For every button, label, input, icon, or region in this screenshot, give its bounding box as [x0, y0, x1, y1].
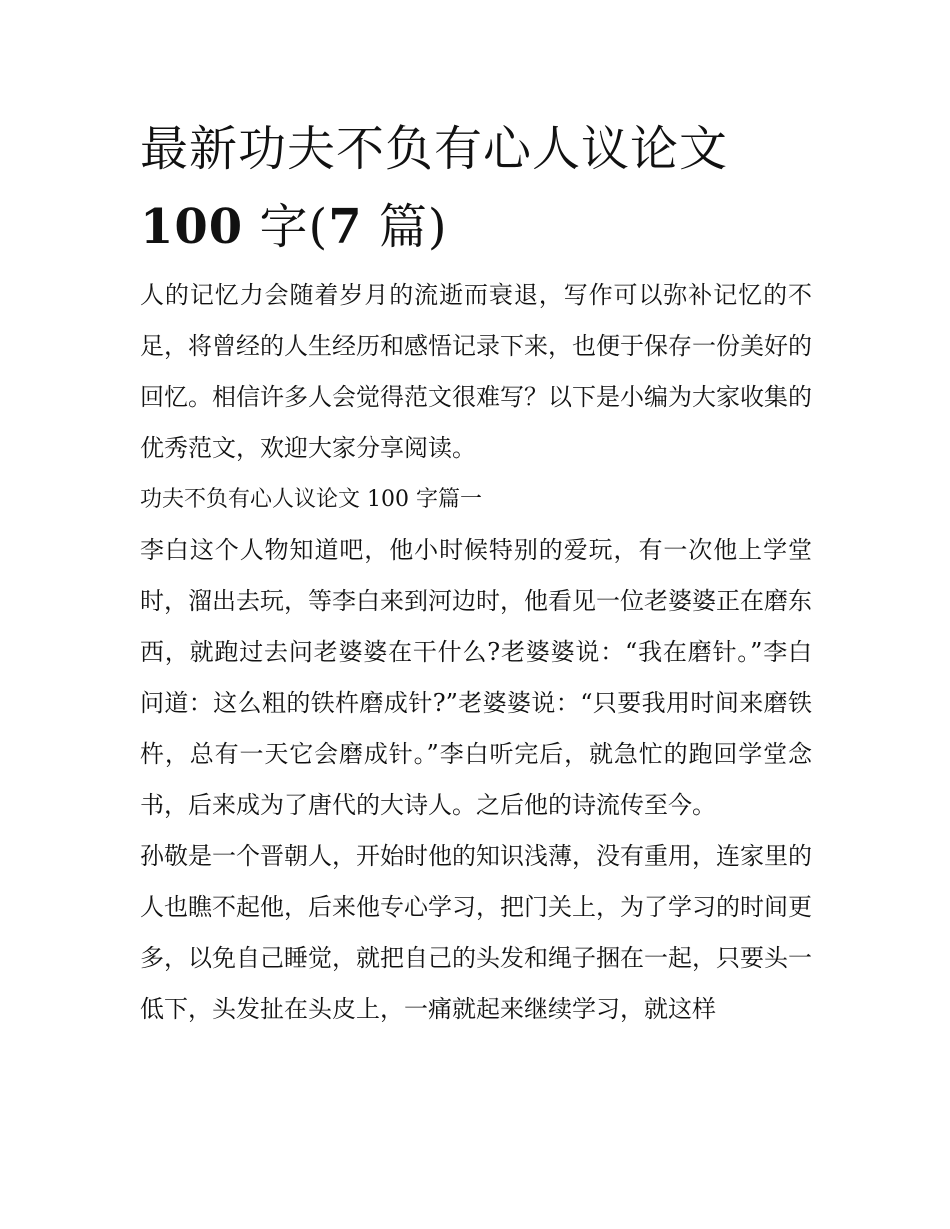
title-unit: 字( [243, 199, 329, 255]
title-line-1: 最新功夫不负有心人议论文 [140, 121, 729, 177]
section-heading: 功夫不负有心人议论文 100 字篇一 [140, 487, 482, 512]
document-page [140, 110, 812, 1035]
paragraph-sun-jing: 孙敬是一个晋朝人，开始时他的知识浅薄，没有重用，连家里的人也瞧不起他，后来他专心学习，把门关上，为了学习的时间更多，以免自己睡觉，就把自己的头发和绳子捆在一起，只要头一低下，头发扯在头皮上，一痛就起来继续学习，就这样 [140, 842, 812, 1023]
title-number: 100 [140, 199, 244, 255]
document-body [140, 270, 812, 1035]
paragraph-li-bai: 李白这个人物知道吧，他小时候特别的爱玩，有一次他上学堂时，溜出去玩，等李白来到河边时，他看见一位老婆婆正在磨东西，就跑过去问老婆婆在干什么?老婆婆说：“我在磨针。”李白问道：这么粗的铁杵磨成针?”老婆婆说：“只要我用时间来磨铁杵，总有一天它会磨成针。”李白听完后，就急忙的跑回学堂念书，后来成为了唐代的大诗人。之后他的诗流传至今。 [140, 536, 812, 819]
document-title [140, 110, 812, 266]
title-count: 7 [328, 199, 363, 255]
title-suffix: 篇) [362, 199, 448, 255]
intro-paragraph: 人的记忆力会随着岁月的流逝而衰退，写作可以弥补记忆的不足，将曾经的人生经历和感悟记录下来，也便于保存一份美好的回忆。相信许多人会觉得范文很难写？以下是小编为大家收集的优秀范文，欢迎大家分享阅读。 [140, 281, 812, 462]
